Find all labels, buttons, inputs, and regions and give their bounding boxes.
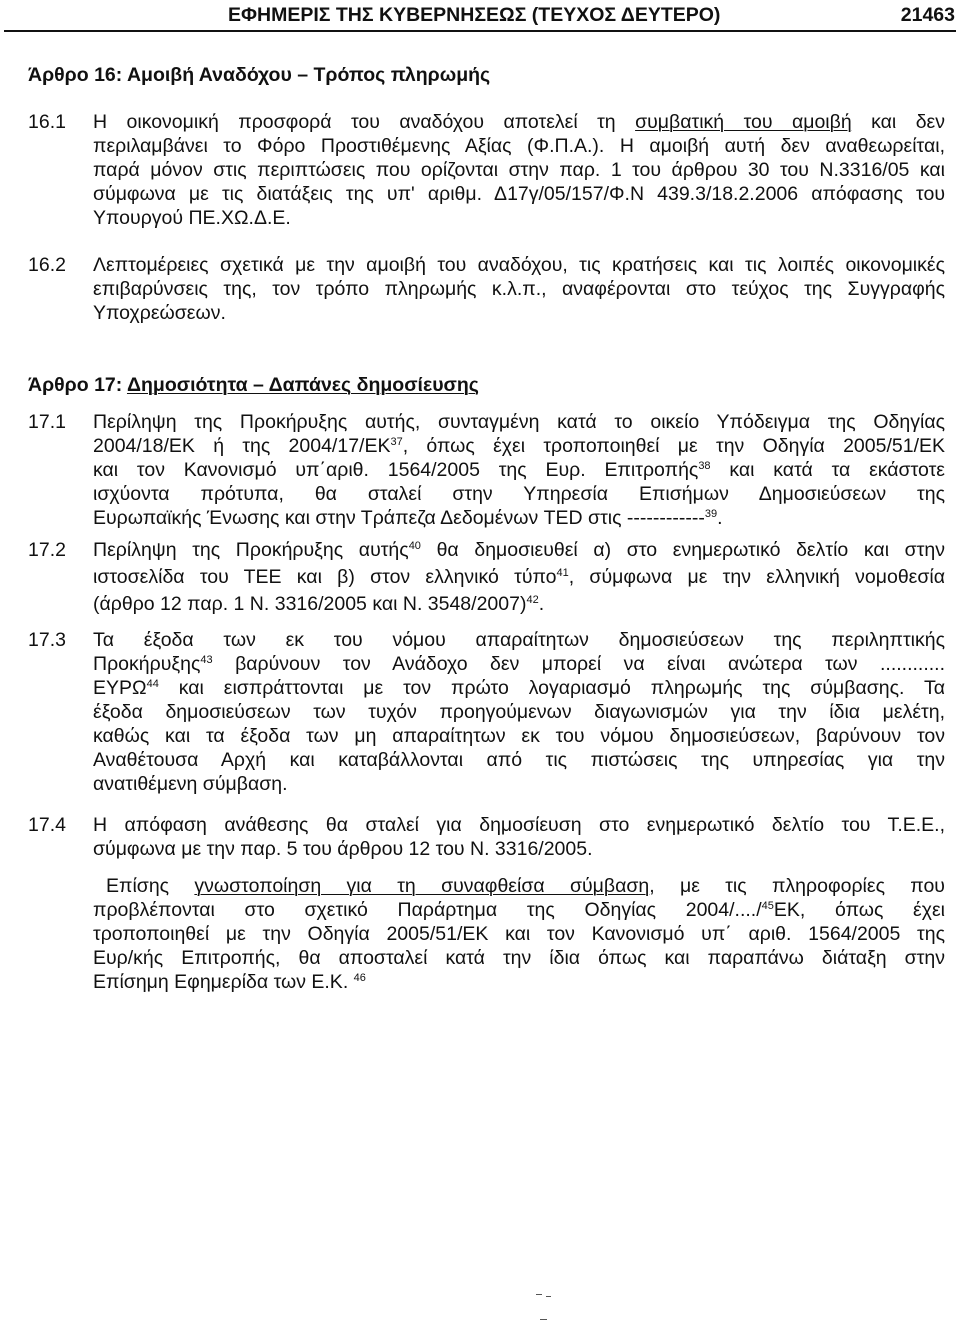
heading-title: Δημοσιότητα – Δαπάνες δημοσίευσης	[126, 374, 479, 396]
text-segment: .	[717, 507, 723, 529]
underlined-text: συμβατική του αμοιβή	[635, 111, 852, 133]
paragraph-17-3	[28, 628, 945, 796]
text-segment: , σύμφωνα με την ελληνική νομοθεσία	[568, 566, 945, 588]
text-segment: Τα έξοδα των εκ του νόμου απαραίτητων δημοσιεύσεων της περιληπτικής	[93, 629, 945, 651]
paragraph-number: 17.4	[28, 814, 66, 836]
text-line	[93, 277, 945, 301]
footnote-ref: 37	[390, 436, 403, 448]
closing-paragraph	[93, 874, 945, 994]
text-segment: ΕΚ, όπως έχει	[773, 899, 945, 921]
text-segment: 2004/18/ΕΚ ή της 2004/17/ΕΚ	[93, 435, 391, 457]
text-segment: και δεν	[851, 111, 945, 133]
text-line	[93, 591, 945, 618]
text-segment: , όπως έχει τροποποιηθεί με την Οδηγία 2005/51/ΕΚ	[402, 435, 945, 457]
text-segment: περιλαμβάνει το Φόρο Προστιθέμενης Αξίας (Φ.Π.Α.). Η αμοιβή αυτή δεν αναθεωρείται,	[93, 135, 945, 157]
paragraph-text	[93, 813, 945, 861]
text-line	[93, 110, 945, 134]
text-line	[93, 301, 945, 325]
text-line	[93, 506, 945, 530]
text-segment: θα δημοσιευθεί α) στο ενημερωτικό δελτίο και στην	[420, 539, 946, 561]
footnote-ref: 45	[761, 900, 774, 912]
paragraph-16-1	[28, 110, 945, 230]
text-segment: Περίληψη της Προκήρυξης αυτής	[93, 539, 409, 561]
text-segment: ισχύοντα πρότυπα, θα σταλεί στην Υπηρεσία Επισήμων Δημοσιεύσεων της	[93, 483, 945, 505]
text-segment: ανατιθέμενη σύμβαση.	[93, 773, 288, 795]
text-segment: και κατά τα εκάστοτε	[710, 459, 945, 481]
text-line	[93, 922, 945, 946]
scan-mark	[540, 1319, 547, 1320]
heading-label: Άρθρο 17:	[28, 374, 127, 396]
paragraph-number: 17.3	[28, 629, 66, 651]
paragraph-number: 17.2	[28, 539, 66, 561]
text-line	[93, 772, 945, 796]
paragraph-text	[93, 410, 945, 530]
paragraph-number: 17.1	[28, 411, 66, 433]
text-segment: Επίσημη Εφημερίδα των Ε.Κ.	[93, 971, 354, 993]
paragraph-17-2	[28, 537, 945, 618]
text-segment: Η οικονομική προσφορά του αναδόχου αποτελεί τη	[93, 111, 636, 133]
text-segment: παρά μόνον στις περιπτώσεις που ορίζονται στην παρ. 1 του άρθρου 30 του Ν.3316/05 και	[93, 159, 945, 181]
text-line	[93, 837, 945, 861]
paragraph-17-4	[28, 813, 945, 861]
text-segment: και εισπράττονται με τον πρώτο λογαριασμό πληρωμής της σύμβασης. Τα	[158, 677, 945, 699]
text-line	[93, 970, 945, 994]
text-line	[93, 410, 945, 434]
text-segment: καθώς και τα έξοδα των μη απαραίτητων εκ του νόμου δημοσιεύσεων, βαρύνουν τον	[93, 725, 945, 747]
text-line	[93, 898, 945, 922]
text-line	[93, 158, 945, 182]
paragraph-17-1	[28, 410, 945, 530]
text-segment: ιστοσελίδα του ΤΕΕ και β) στον ελληνικό τύπο	[93, 566, 557, 588]
text-segment: Ευρ/κής Επιτροπής, θα αποσταλεί κατά την ίδια όπως και παραπάνω διάταξη στην	[93, 947, 945, 969]
text-segment: (άρθρο 12 παρ. 1 Ν. 3316/2005 και Ν. 3548/2007)	[93, 593, 527, 615]
text-line	[93, 253, 945, 277]
text-segment: Προκήρυξης	[93, 653, 201, 675]
text-line	[93, 458, 945, 482]
text-line	[93, 676, 945, 700]
text-segment: βαρύνουν τον Ανάδοχο δεν μπορεί να είναι ανώτερα των ............	[212, 653, 945, 675]
footnote-ref: 44	[146, 678, 159, 690]
text-segment: Ευρωπαϊκής Ένωσης και στην Τράπεζα Δεδομένων TED στις ------------	[93, 507, 705, 529]
paragraph-text	[93, 253, 945, 325]
paragraph-text	[93, 874, 945, 994]
text-line	[93, 628, 945, 652]
paragraph-16-2	[28, 253, 945, 325]
header-rule	[4, 30, 956, 32]
paragraph-text	[93, 110, 945, 230]
footnote-ref: 39	[704, 508, 718, 520]
footnote-ref: 43	[200, 654, 213, 666]
text-line	[93, 748, 945, 772]
text-segment: Υπουργού ΠΕ.ΧΩ.Δ.Ε.	[93, 207, 291, 229]
text-segment: Αναθέτουσα Αρχή και καταβάλλονται από τις πιστώσεις της υπηρεσίας για την	[93, 749, 945, 771]
footnote-ref: 42	[526, 594, 539, 606]
text-segment: και τον Κανονισμό υπ΄αριθ. 1564/2005 της Ευρ. Επιτροπής	[93, 459, 699, 481]
page-number: 21463	[900, 4, 955, 26]
text-line	[93, 564, 945, 591]
text-line	[93, 182, 945, 206]
scan-mark	[546, 1296, 551, 1297]
text-segment: προβλέπονται στο σχετικό Παράρτημα της Οδηγίας 2004/..../	[93, 899, 762, 921]
text-line	[106, 874, 945, 898]
footnote-ref: 38	[698, 460, 711, 472]
text-line	[93, 813, 945, 837]
text-line	[93, 652, 945, 676]
paragraph-text	[93, 537, 945, 618]
paragraph-text	[93, 628, 945, 796]
text-segment: Η απόφαση ανάθεσης θα σταλεί για δημοσίευση στο ενημερωτικό δελτίο του Τ.Ε.Ε.,	[93, 814, 945, 836]
text-segment: ΕΥΡΩ	[93, 677, 147, 699]
text-segment: έξοδα δημοσιεύσεων των τυχόν προηγούμενων διαγωνισμών για την ίδια μελέτη,	[93, 701, 945, 723]
paragraph-number: 16.2	[28, 254, 66, 276]
text-line	[93, 946, 945, 970]
text-line	[93, 434, 945, 458]
footnote-ref: 46	[353, 972, 366, 984]
text-segment: επιβαρύνσεις της, τον τρόπο πληρωμής κ.λ.π., αναφέρονται στο τεύχος της Συγγραφής	[93, 278, 945, 300]
text-segment: Λεπτομέρειες σχετικά με την αμοιβή του αναδόχου, τις κρατήσεις και τις λοιπές οικονομικές	[93, 254, 945, 276]
text-segment: τροποποιηθεί με την Οδηγία 2005/51/ΕΚ και τον Κανονισμό υπ΄ αριθ. 1564/2005 της	[93, 923, 945, 945]
text-segment: Περίληψη της Προκήρυξης αυτής, συνταγμένη κατά το οικείο Υπόδειγμα της Οδηγίας	[93, 411, 945, 433]
paragraph-number: 16.1	[28, 111, 66, 133]
text-line	[93, 134, 945, 158]
text-line	[93, 724, 945, 748]
text-segment: .	[538, 593, 545, 615]
text-segment: , με τις πληροφορίες που	[649, 875, 945, 897]
text-segment: Επίσης	[106, 875, 195, 897]
footnote-ref: 41	[556, 567, 569, 579]
text-segment: Υποχρεώσεων.	[93, 302, 226, 324]
article-17-heading	[28, 373, 479, 397]
underlined-text: γνωστοποίηση για τη συναφθείσα σύμβαση	[194, 875, 650, 897]
text-line	[93, 537, 945, 564]
footnote-ref: 40	[408, 540, 421, 552]
text-line	[93, 700, 945, 724]
text-line	[93, 482, 945, 506]
gazette-title: ΕΦΗΜΕΡΙΣ ΤΗΣ ΚΥΒΕΡΝΗΣΕΩΣ (ΤΕΥΧΟΣ ΔΕΥΤΕΡΟ)	[228, 4, 721, 26]
scan-mark	[536, 1294, 542, 1295]
text-segment: σύμφωνα με τις διατάξεις της υπ' αριθμ. Δ17γ/05/157/Φ.Ν 439.3/18.2.2006 απόφασης του	[93, 183, 945, 205]
text-line	[93, 206, 945, 230]
text-segment: σύμφωνα με την παρ. 5 του άρθρου 12 του Ν. 3316/2005.	[93, 838, 593, 860]
article-16-heading: Άρθρο 16: Αμοιβή Αναδόχου – Τρόπος πληρωμής	[28, 64, 491, 86]
